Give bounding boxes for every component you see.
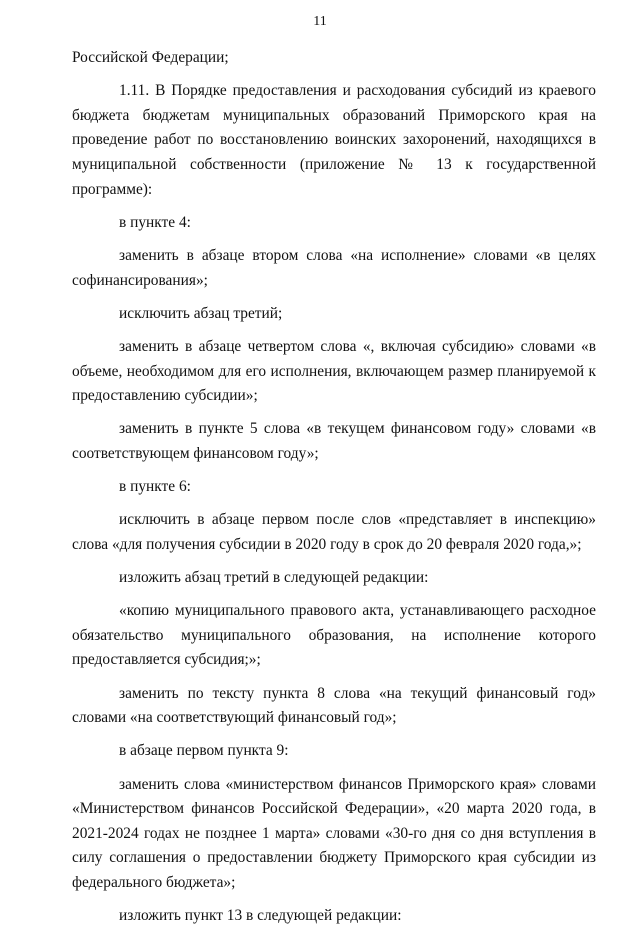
page-number: 11: [313, 14, 327, 29]
paragraph: заменить в абзаце втором слова «на исполнение» словами «в целях софинансирования»;: [72, 246, 596, 289]
paragraph: в пункте 6:: [119, 478, 191, 496]
paragraph: заменить слова «министерством финансов Приморского края» словами «Министерством финансов Российской Федерации», «20 марта 2020 года, в 2021-2024 годах не позднее 1 марта» словами «30-го дня со дня вступления в силу соглашения о предоставлении бюджету Приморского края субсидии из федерального бюджета»;: [72, 775, 596, 891]
paragraph: заменить по тексту пункта 8 слова «на текущий финансовый год» словами «на соответствующий финансовый год»;: [72, 684, 596, 727]
paragraph: Российской Федерации;: [72, 49, 229, 66]
paragraph: «копию муниципального правового акта, устанавливающего расходное обязательство муниципального образования, на исполнение которого предоставляется субсидия;»;: [72, 602, 596, 669]
paragraph: заменить в пункте 5 слова «в текущем финансовом году» словами «в соответствующем финансовом году»;: [72, 420, 596, 462]
document-body: [72, 46, 596, 937]
paragraph: изложить абзац третий в следующей редакции:: [119, 569, 429, 587]
paragraph: изложить пункт 13 в следующей редакции:: [119, 907, 402, 925]
paragraph: исключить абзац третий;: [119, 304, 283, 322]
paragraph: в пункте 4:: [119, 213, 191, 231]
paragraph: исключить в абзаце первом после слов «представляет в инспекцию» слова «для получения субсидии в 2020 году в срок до 20 февраля 2020 года,»;: [72, 511, 596, 553]
paragraph: заменить в абзаце четвертом слова «, включая субсидию» словами «в объеме, необходимом для его исполнения, включающем размер планируемой к предоставлению субсидии»;: [72, 337, 596, 405]
paragraph: 1.11. В Порядке предоставления и расходования субсидий из краевого бюджета бюджетам муниципальных образований Приморского края на проведение работ по восстановлению воинских захоронений, находящихся в муниципальной собственности (приложение № 13 к государственной программе):: [72, 82, 596, 198]
paragraph: в абзаце первом пункта 9:: [119, 742, 289, 760]
